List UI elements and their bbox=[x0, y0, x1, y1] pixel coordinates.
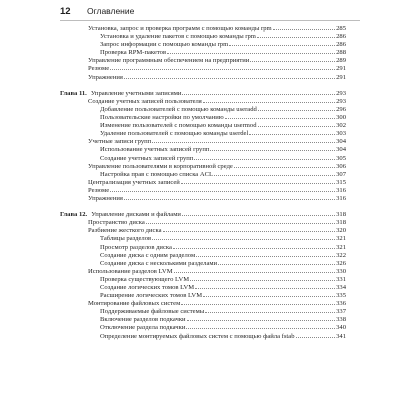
dot-leader bbox=[182, 210, 335, 216]
toc-entry-title: Пространство диска bbox=[88, 219, 145, 227]
toc-page-number: 336 bbox=[336, 300, 346, 308]
running-title: Оглавление bbox=[86, 6, 135, 16]
toc-entry[interactable] bbox=[60, 154, 346, 162]
toc-page-number: 305 bbox=[336, 154, 346, 162]
dot-leader bbox=[273, 24, 335, 30]
toc-entry[interactable] bbox=[60, 145, 346, 153]
toc-entry[interactable] bbox=[60, 194, 346, 202]
toc-entry[interactable] bbox=[60, 243, 346, 251]
toc-entry-title: Добавление пользователей с помощью команды useradd bbox=[100, 105, 257, 113]
toc-chapter-name: Управление учетными записями bbox=[90, 89, 182, 97]
dot-leader bbox=[194, 154, 335, 160]
toc-entry-title: Разбиение жесткого диска bbox=[88, 227, 162, 235]
dot-leader bbox=[210, 145, 335, 151]
toc-page-number: 340 bbox=[336, 324, 346, 332]
toc-entry-title: Глава 11. bbox=[60, 89, 87, 97]
toc-entry[interactable] bbox=[60, 64, 346, 72]
toc-entry[interactable] bbox=[60, 24, 346, 32]
dot-leader bbox=[167, 48, 335, 54]
dot-leader bbox=[195, 283, 335, 289]
toc-entry[interactable] bbox=[60, 283, 346, 291]
toc-entry[interactable] bbox=[60, 299, 346, 307]
toc-entry[interactable] bbox=[60, 170, 346, 178]
toc-page-number: 326 bbox=[336, 259, 346, 267]
toc-entry-title: Управление программным обеспечением на предприятии bbox=[88, 57, 250, 65]
toc-entry[interactable] bbox=[60, 275, 346, 283]
toc-entry-title: Просмотр разделов диска bbox=[100, 243, 172, 251]
toc-page-number: 321 bbox=[336, 243, 346, 251]
dot-leader bbox=[163, 226, 336, 232]
toc-entry[interactable] bbox=[60, 251, 346, 259]
toc-page-number: 337 bbox=[336, 308, 346, 316]
dot-leader bbox=[187, 315, 336, 321]
toc-page-number: 291 bbox=[336, 65, 346, 73]
dot-leader bbox=[110, 64, 335, 70]
toc-page-number: 304 bbox=[336, 138, 346, 146]
dot-leader bbox=[205, 307, 335, 313]
dot-leader bbox=[152, 137, 335, 143]
toc-entry-title: Пользовательские настройки по умолчанию bbox=[100, 114, 224, 122]
toc-entry-title: Создание учетных записей пользователя bbox=[88, 97, 202, 105]
toc-entry-title: Таблицы разделов bbox=[100, 235, 152, 243]
toc-entry-title: Изменение пользователей с помощью команды usermod bbox=[100, 122, 257, 130]
toc-chapter-name: Управление дисками и файлами bbox=[91, 211, 181, 219]
dot-leader bbox=[173, 243, 335, 249]
toc-page-number: 296 bbox=[336, 105, 346, 113]
toc-page-number: 302 bbox=[336, 122, 346, 130]
section-gap bbox=[60, 202, 346, 210]
toc-entry[interactable] bbox=[60, 291, 346, 299]
toc-entry-title: Создание логических томов LVM bbox=[100, 284, 195, 291]
toc-page-number: 318 bbox=[336, 219, 346, 227]
dot-leader bbox=[225, 113, 335, 119]
toc-entry[interactable] bbox=[60, 307, 346, 315]
toc-page-number: 307 bbox=[336, 170, 346, 178]
toc-page-number: 318 bbox=[336, 211, 346, 219]
toc-entry[interactable] bbox=[60, 267, 346, 275]
toc-page-number: 338 bbox=[336, 316, 346, 324]
header-rule bbox=[60, 20, 360, 21]
dot-leader bbox=[124, 194, 335, 200]
toc-entry[interactable] bbox=[60, 113, 346, 121]
toc-page-number: 321 bbox=[336, 235, 346, 243]
toc-entry-title: Удаление пользователей с помощью команды userdel bbox=[100, 130, 249, 138]
toc-entry[interactable] bbox=[60, 234, 346, 242]
toc-page-number: 300 bbox=[336, 114, 346, 122]
dot-leader bbox=[258, 121, 336, 127]
toc-page-number: 320 bbox=[336, 227, 346, 235]
dot-leader bbox=[181, 299, 335, 305]
toc-entry-title: Установка и удаление пакетов с помощью команды rpm bbox=[100, 33, 256, 41]
toc-page-number: 331 bbox=[336, 275, 346, 283]
toc-entry[interactable] bbox=[60, 323, 346, 331]
toc-page-number: 306 bbox=[336, 162, 346, 170]
toc-page-number: 293 bbox=[336, 89, 346, 97]
toc-entry[interactable] bbox=[60, 48, 346, 56]
toc-chapter-entry[interactable] bbox=[60, 89, 346, 97]
toc-entry[interactable] bbox=[60, 162, 346, 170]
toc-chapter-entry[interactable] bbox=[60, 210, 346, 218]
toc-entry[interactable] bbox=[60, 259, 346, 267]
dot-leader bbox=[124, 73, 335, 79]
toc-page-number: 322 bbox=[336, 251, 346, 259]
toc-page-number: 315 bbox=[336, 178, 346, 186]
toc-page-number: 330 bbox=[336, 267, 346, 275]
toc-entry-title: Запрос информации с помощью команды rpm bbox=[100, 41, 229, 49]
toc-page-number: 303 bbox=[336, 130, 346, 138]
toc-page-number: 316 bbox=[336, 194, 346, 202]
toc-page-number: 286 bbox=[336, 41, 346, 49]
toc-entry-title: Поддерживаемые файловые системы bbox=[100, 308, 205, 316]
dot-leader bbox=[196, 251, 335, 257]
toc-entry-title: Создание учетных записей групп bbox=[100, 154, 194, 162]
dot-leader bbox=[296, 332, 336, 338]
toc-page-number: 304 bbox=[336, 146, 346, 154]
dot-leader bbox=[218, 259, 335, 265]
dot-leader bbox=[174, 267, 336, 273]
toc-entry-title: Проверка существующего LVM bbox=[100, 275, 190, 283]
toc-entry-title: Настройка прав с помощью списка ACL bbox=[100, 170, 214, 178]
toc-entry[interactable] bbox=[60, 121, 346, 129]
dot-leader bbox=[214, 170, 335, 176]
toc-entry-title: Централизация учетных записей bbox=[88, 178, 180, 186]
toc-entry[interactable] bbox=[60, 56, 346, 64]
toc-entry-title: Расширение логических томов LVM bbox=[100, 292, 203, 300]
toc-entry-title: Использование учетных записей групп bbox=[100, 146, 210, 154]
toc-page-number: 286 bbox=[336, 33, 346, 41]
toc-entry-title: Установка, запрос и проверка программ с помощью команды rpm bbox=[88, 25, 272, 32]
toc-page-number: 289 bbox=[336, 57, 346, 65]
toc-entry-title: Использование разделов LVM bbox=[88, 267, 173, 275]
toc-entry[interactable] bbox=[60, 226, 346, 234]
toc-entry-title: Создание диска с несколькими разделами bbox=[100, 259, 218, 267]
dot-leader bbox=[229, 40, 335, 46]
page-number: 12 bbox=[60, 6, 71, 17]
toc-entry[interactable] bbox=[60, 129, 346, 137]
toc-page-number: 291 bbox=[336, 73, 346, 81]
dot-leader bbox=[182, 89, 335, 95]
toc-entry-title: Включение разделов подкачки bbox=[100, 316, 186, 324]
dot-leader bbox=[186, 323, 335, 329]
table-of-contents bbox=[60, 24, 346, 340]
toc-entry[interactable] bbox=[60, 97, 346, 105]
toc-entry-title: Проверка RPM-пакетов bbox=[100, 49, 167, 57]
toc-entry[interactable] bbox=[60, 105, 346, 113]
toc-entry-title: Глава 12. bbox=[60, 211, 88, 219]
toc-entry[interactable] bbox=[60, 186, 346, 194]
toc-entry-title: Учетные записи групп bbox=[88, 138, 152, 146]
toc-entry-title: Управление пользователями в корпоративной среде bbox=[88, 162, 233, 170]
toc-page-number: 293 bbox=[336, 97, 346, 105]
dot-leader bbox=[249, 129, 335, 135]
toc-entry[interactable] bbox=[60, 73, 346, 81]
toc-page-number: 341 bbox=[336, 332, 346, 340]
toc-entry-title: Создание диска с одним разделом bbox=[100, 251, 196, 259]
toc-entry[interactable] bbox=[60, 218, 346, 226]
toc-entry-title: Упражнения bbox=[88, 73, 123, 81]
dot-leader bbox=[203, 291, 335, 297]
section-gap bbox=[60, 81, 346, 89]
toc-page-number: 316 bbox=[336, 186, 346, 194]
toc-entry-title: Монтирование файловых систем bbox=[88, 300, 181, 308]
toc-entry[interactable] bbox=[60, 332, 346, 340]
dot-leader bbox=[146, 218, 335, 224]
toc-page-number: 334 bbox=[336, 284, 346, 291]
dot-leader bbox=[152, 234, 335, 240]
dot-leader bbox=[203, 97, 335, 103]
toc-entry[interactable] bbox=[60, 40, 346, 48]
toc-entry[interactable] bbox=[60, 178, 346, 186]
dot-leader bbox=[257, 32, 335, 38]
dot-leader bbox=[250, 56, 335, 62]
toc-entry-title: Отключение раздела подкачки bbox=[100, 324, 186, 332]
toc-page-number: 288 bbox=[336, 49, 346, 57]
toc-page-number: 285 bbox=[336, 25, 346, 32]
toc-entry-title: Упражнения bbox=[88, 194, 123, 202]
toc-entry[interactable] bbox=[60, 315, 346, 323]
toc-page-number: 335 bbox=[336, 292, 346, 300]
dot-leader bbox=[234, 162, 335, 168]
dot-leader bbox=[190, 275, 335, 281]
toc-entry-title: Определение монтируемых файловых систем с помощью файла fstab bbox=[100, 332, 295, 340]
toc-entry[interactable] bbox=[60, 137, 346, 145]
toc-entry-title: Резюме bbox=[88, 186, 110, 194]
toc-entry[interactable] bbox=[60, 32, 346, 40]
dot-leader bbox=[110, 186, 335, 192]
dot-leader bbox=[181, 178, 335, 184]
running-header bbox=[60, 4, 360, 18]
dot-leader bbox=[258, 105, 335, 111]
toc-entry-title: Резюме bbox=[88, 65, 110, 73]
